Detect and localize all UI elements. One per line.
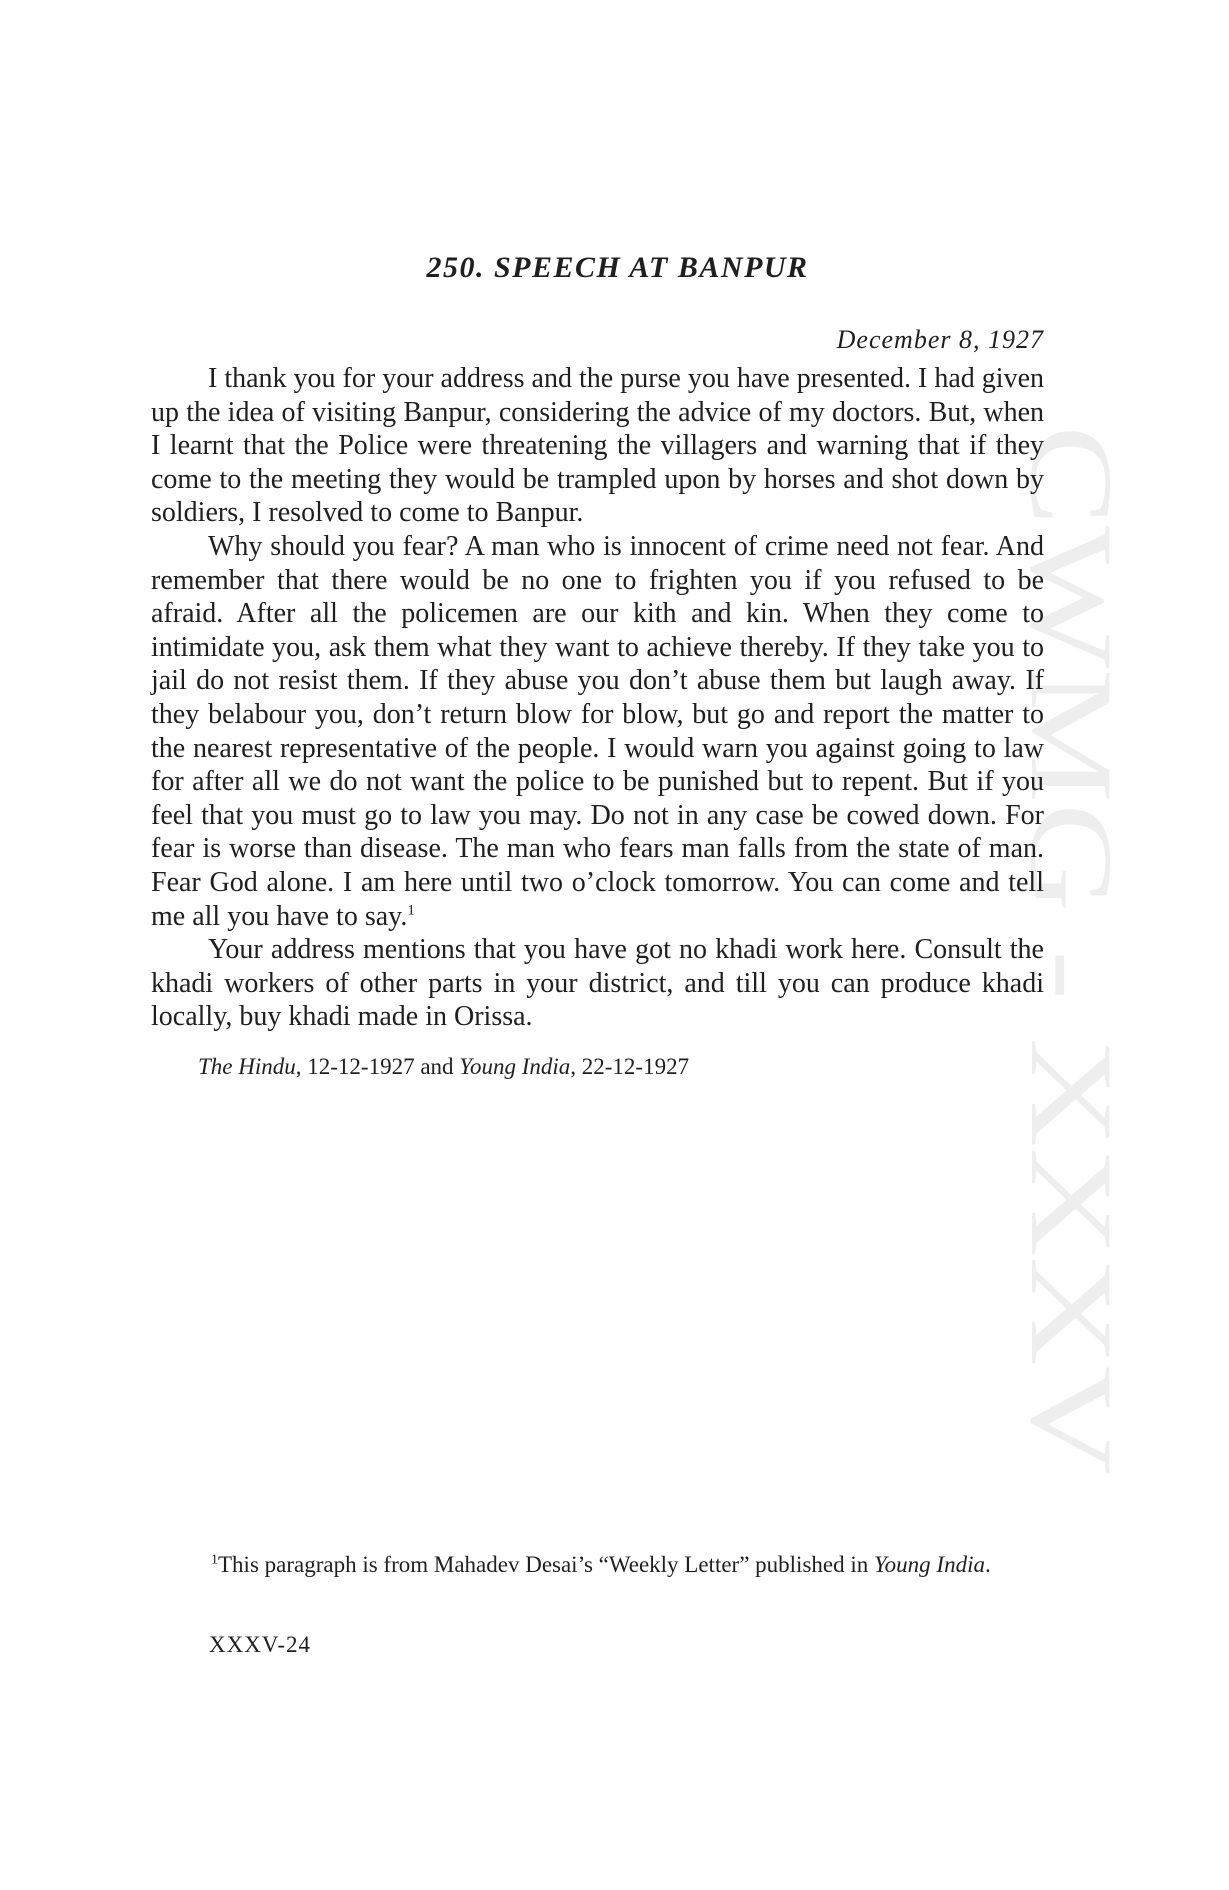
page-title: 250. SPEECH AT BANPUR — [426, 251, 809, 284]
footnote-publication: Young India — [874, 1552, 985, 1577]
speech-text — [151, 362, 1044, 1034]
paragraph — [151, 362, 1044, 530]
page-identifier: XXXV-24 — [209, 1632, 311, 1657]
date-line: December 8, 1927 — [836, 325, 1044, 354]
source-date: , 22-12-1927 — [570, 1053, 690, 1079]
footnote-text: This paragraph is from Mahadev Desai’s “Weekly Letter” published in — [218, 1552, 874, 1577]
footnote-marker: 1 — [211, 1552, 218, 1568]
paragraph — [151, 933, 1044, 1034]
paragraph-text: Why should you fear? A man who is innocent of crime need not fear. And remember that there would be no one to frighten you if you refused to be afraid. After all the policemen are our kith and kin. When they come to intimidate you, ask them what they want to achieve thereby. If they take you to jail do not resist them. If they abuse you don’t abuse them but laugh away. If they belabour you, don’t return blow for blow, but go and report the matter to the nearest representative of the people. I would warn you against going to law for after all we do not want the police to be punished but to repent. But if you feel that you must go to law you may. Do not in any case be cowed down. For fear is worse than disease. The man who fears man falls from the state of man. Fear God alone. I am here until two o’clock tomorrow. You can come and tell me all you have to say. — [151, 530, 1044, 932]
source-date: , 12-12-1927 and — [295, 1053, 460, 1079]
paragraph-text: I thank you for your address and the purse you have presented. I had given up the idea of visiting Banpur, considering the advice of my doctors. But, when I learnt that the Police were threatening the villagers and warning that if they come to the meeting they would be trampled upon by horses and shot down by soldiers, I resolved to come to Banpur. — [151, 363, 1044, 529]
source-publication: The Hindu — [198, 1053, 296, 1079]
footnote-end: . — [984, 1552, 991, 1577]
source-publication: Young India — [459, 1053, 571, 1079]
document-body — [151, 250, 1044, 1082]
paragraph-text: Your address mentions that you have got no khadi work here. Consult the khadi workers of other parts in your district, and till you can produce khadi locally, buy khadi made in Orissa. — [151, 934, 1044, 1033]
footnote-ref[interactable]: 1 — [407, 902, 415, 919]
watermark-text: CWMG - XXXV — [1010, 425, 1137, 1245]
footnote — [151, 1550, 1044, 1580]
source-citation — [151, 1052, 1044, 1082]
paragraph — [151, 530, 1044, 933]
